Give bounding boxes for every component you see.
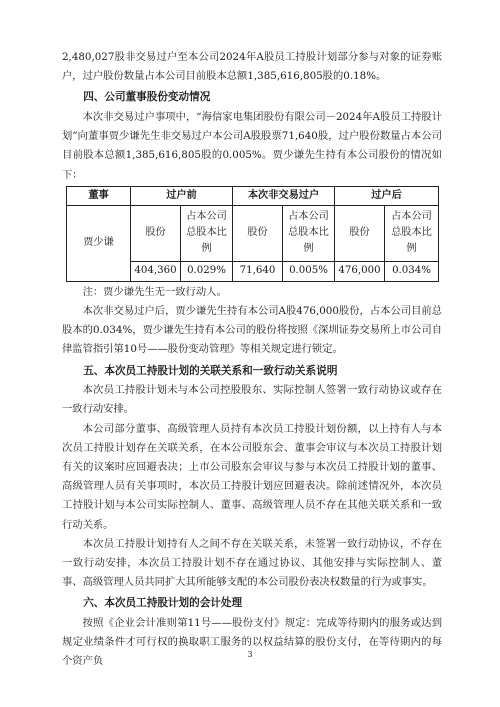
table-subheader-ratio: 占本公司总股本比例: [181, 205, 233, 261]
table-cell-before-ratio: 0.029%: [181, 261, 233, 281]
paragraph-director-transfer: 本次非交易过户事项中，“海信家电集团股份有限公司－2024年A股员工持股计划”向董事贾少谦先生非交易过户本公司A股股票71,640股，过户股份数量占本公司目前股本总额1,385,616,805股的0.005%。贾少谦先生持有本公司股份的情况如下：: [62, 111, 442, 181]
table-cell-after-ratio: 0.034%: [385, 261, 439, 281]
page-content: [62, 48, 442, 672]
table-note: 注：贾少谦先生无一致行动人。: [82, 285, 227, 298]
table-cell-after-shares: 476,000: [335, 261, 385, 281]
table-subheader-ratio: 占本公司总股本比例: [385, 205, 439, 261]
paragraph-no-concert: 本次员工持股计划未与本公司控股股东、实际控制人签署一致行动协议或存在一致行动安排。: [62, 384, 442, 416]
table-subheader-ratio: 占本公司总股本比例: [283, 205, 335, 261]
section-heading-accounting: 六、本次员工持股计划的会计处理: [83, 597, 243, 610]
section-heading-relationship: 五、本次员工持股计划的关联关系和一致行动关系说明: [83, 364, 338, 377]
table-cell-transfer-shares: 71,640: [233, 261, 283, 281]
paragraph-holders-no-relation: 本次员工持股计划持有人之间不存在关联关系，未签署一致行动协议，不存在一致行动安排，本次员工持股计划不存在通过协议、其他安排与实际控制人、董事、高级管理人员共同扩大其所能够支配的本公司股份表决权数量的行为或事实。: [62, 537, 442, 589]
table-cell-director-name: 贾少谦: [67, 205, 131, 281]
paragraph-transfer-summary: 2,480,027股非交易过户至本公司2024年A股员工持股计划部分参与对象的证券账户，过户股份数量占本公司目前股本总额1,385,616,805股的0.18%。: [62, 51, 442, 83]
paragraph-related-parties: 本公司部分董事、高级管理人员持有本次员工持股计划份额，以上持有人与本次员工持股计划存在关联关系，在本公司股东会、董事会审议与本次员工持股计划有关的议案时应回避表决；上市公司股东会审议与参与本次员工持股计划的董事、高级管理人员有关事项时，本次员工持股计划应回避表决。除前述情况外，本次员工持股计划与本公司实际控制人、董事、高级管理人员不存在其他关联关系和一致行动关系。: [62, 422, 442, 531]
paragraph-lockup: 本次非交易过户后，贾少谦先生持有本公司A股476,000股份，占本公司目前总股本的0.034%，贾少谦先生持有本公司的股份将按照《深圳证券交易所上市公司自律监管指引第10号——股份变动管理》等相关规定进行锁定。: [62, 305, 442, 356]
table-subheader-shares: 股份: [131, 205, 181, 261]
table-header-transfer: 本次非交易过户: [233, 186, 335, 205]
table-header-before: 过户前: [131, 186, 233, 205]
table-header-director: 董事: [67, 186, 131, 205]
page-number: 3: [247, 650, 253, 659]
table-subheader-shares: 股份: [233, 205, 283, 261]
table-header-after: 过户后: [335, 186, 439, 205]
table-cell-transfer-ratio: 0.005%: [283, 261, 335, 281]
paragraph-accounting: 按照《企业会计准则第11号——股份支付》规定：完成等待期内的服务或达到规定业绩条件才可行权的换取职工服务的以权益结算的股份支付，在等待期内的每个资产负: [62, 617, 442, 668]
table-subheader-shares: 股份: [335, 205, 385, 261]
table-cell-before-shares: 404,360: [131, 261, 181, 281]
section-heading-director-change: 四、公司董事股份变动情况: [83, 91, 211, 104]
director-shareholding-table: [66, 186, 439, 282]
